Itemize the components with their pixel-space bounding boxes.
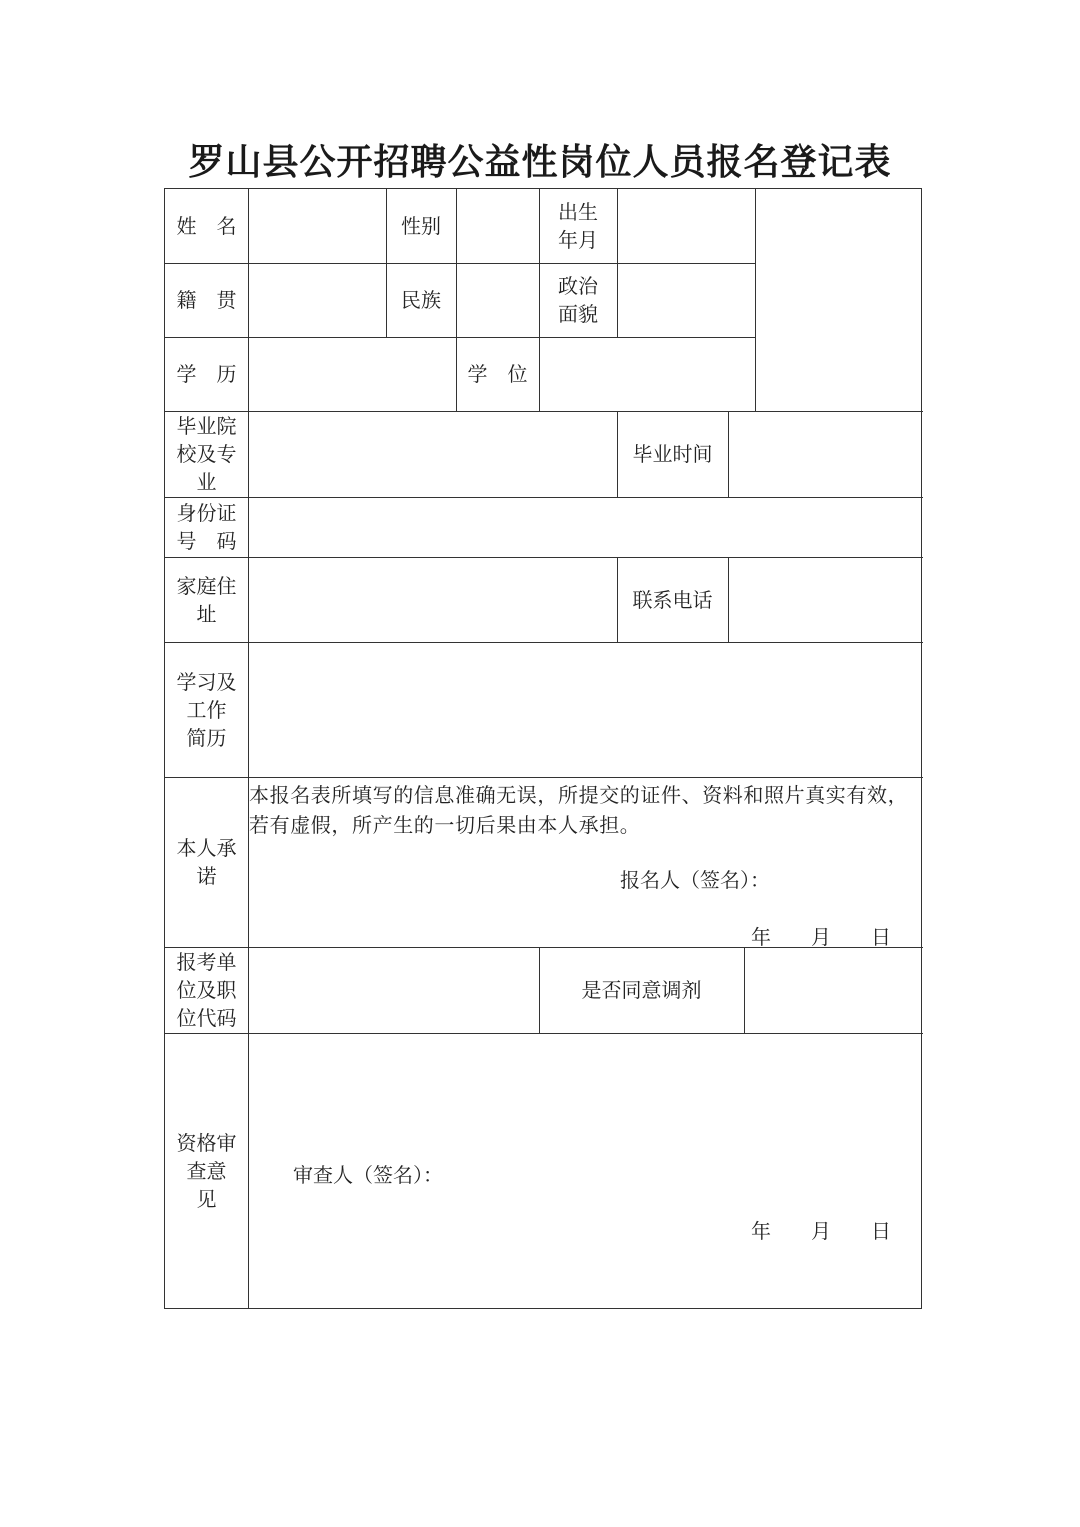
home-address-label: 家庭住 址	[176, 573, 237, 626]
native-place-label: 籍 贯	[176, 288, 237, 312]
political-status-field[interactable]	[618, 264, 755, 337]
accept-adjustment-field[interactable]	[745, 948, 922, 1033]
grid-line	[165, 777, 923, 778]
registration-form-table	[164, 188, 922, 1309]
applicant-signature-label: 报名人（签名）：	[620, 868, 770, 892]
unit-position-code-field[interactable]	[249, 948, 539, 1033]
phone-label: 联系电话	[632, 587, 713, 612]
id-number-field[interactable]	[249, 498, 922, 557]
phone-field[interactable]	[729, 558, 922, 642]
degree-label: 学 位	[467, 362, 528, 386]
education-label: 学 历	[176, 362, 237, 386]
pledge-text-line2: 若有虚假，所产生的一切后果由本人承担。	[249, 813, 641, 837]
native-place-field[interactable]	[249, 264, 386, 337]
pledge-label: 本人承 诺	[176, 836, 237, 888]
name-field[interactable]	[249, 189, 386, 263]
education-field[interactable]	[249, 338, 456, 411]
form-title: 罗山县公开招聘公益性岗位人员报名登记表	[188, 141, 892, 183]
accept-adjustment-label: 是否同意调剂	[581, 978, 702, 1002]
applicant-signature-field[interactable]	[785, 859, 915, 893]
reviewer-signature-field[interactable]	[465, 1154, 765, 1188]
resume-label: 学习及 工作 简历	[176, 669, 237, 750]
ethnicity-label: 民族	[401, 288, 441, 312]
id-number-label: 身份证 号 码	[176, 501, 237, 553]
pledge-date: 年 月 日	[751, 925, 891, 949]
degree-field[interactable]	[540, 338, 755, 411]
birth-field[interactable]	[618, 189, 755, 263]
graduation-time-field[interactable]	[729, 412, 922, 497]
pledge-text-line1: 本报名表所填写的信息准确无误，所提交的证件、资料和照片真实有效，	[249, 783, 909, 807]
gender-field[interactable]	[457, 189, 539, 263]
graduation-time-label: 毕业时间	[632, 442, 713, 466]
reviewer-signature-label: 审查人（签名）：	[293, 1163, 443, 1187]
photo-box[interactable]	[756, 189, 922, 411]
political-status-label: 政治 面貌	[558, 274, 598, 326]
home-address-field[interactable]	[249, 558, 617, 642]
resume-field[interactable]	[249, 643, 922, 777]
qualification-review-label: 资格审 查意 见	[176, 1131, 237, 1211]
birth-label: 出生 年月	[558, 200, 598, 252]
ethnicity-field[interactable]	[457, 264, 539, 337]
name-label: 姓 名	[176, 214, 237, 238]
review-date: 年 月 日	[751, 1219, 891, 1243]
unit-position-code-label: 报考单 位及职 位代码	[176, 950, 237, 1030]
grid-line	[165, 1033, 923, 1034]
school-major-label: 毕业院 校及专 业	[176, 414, 237, 494]
gender-label: 性别	[401, 214, 441, 238]
school-major-field[interactable]	[249, 412, 617, 497]
